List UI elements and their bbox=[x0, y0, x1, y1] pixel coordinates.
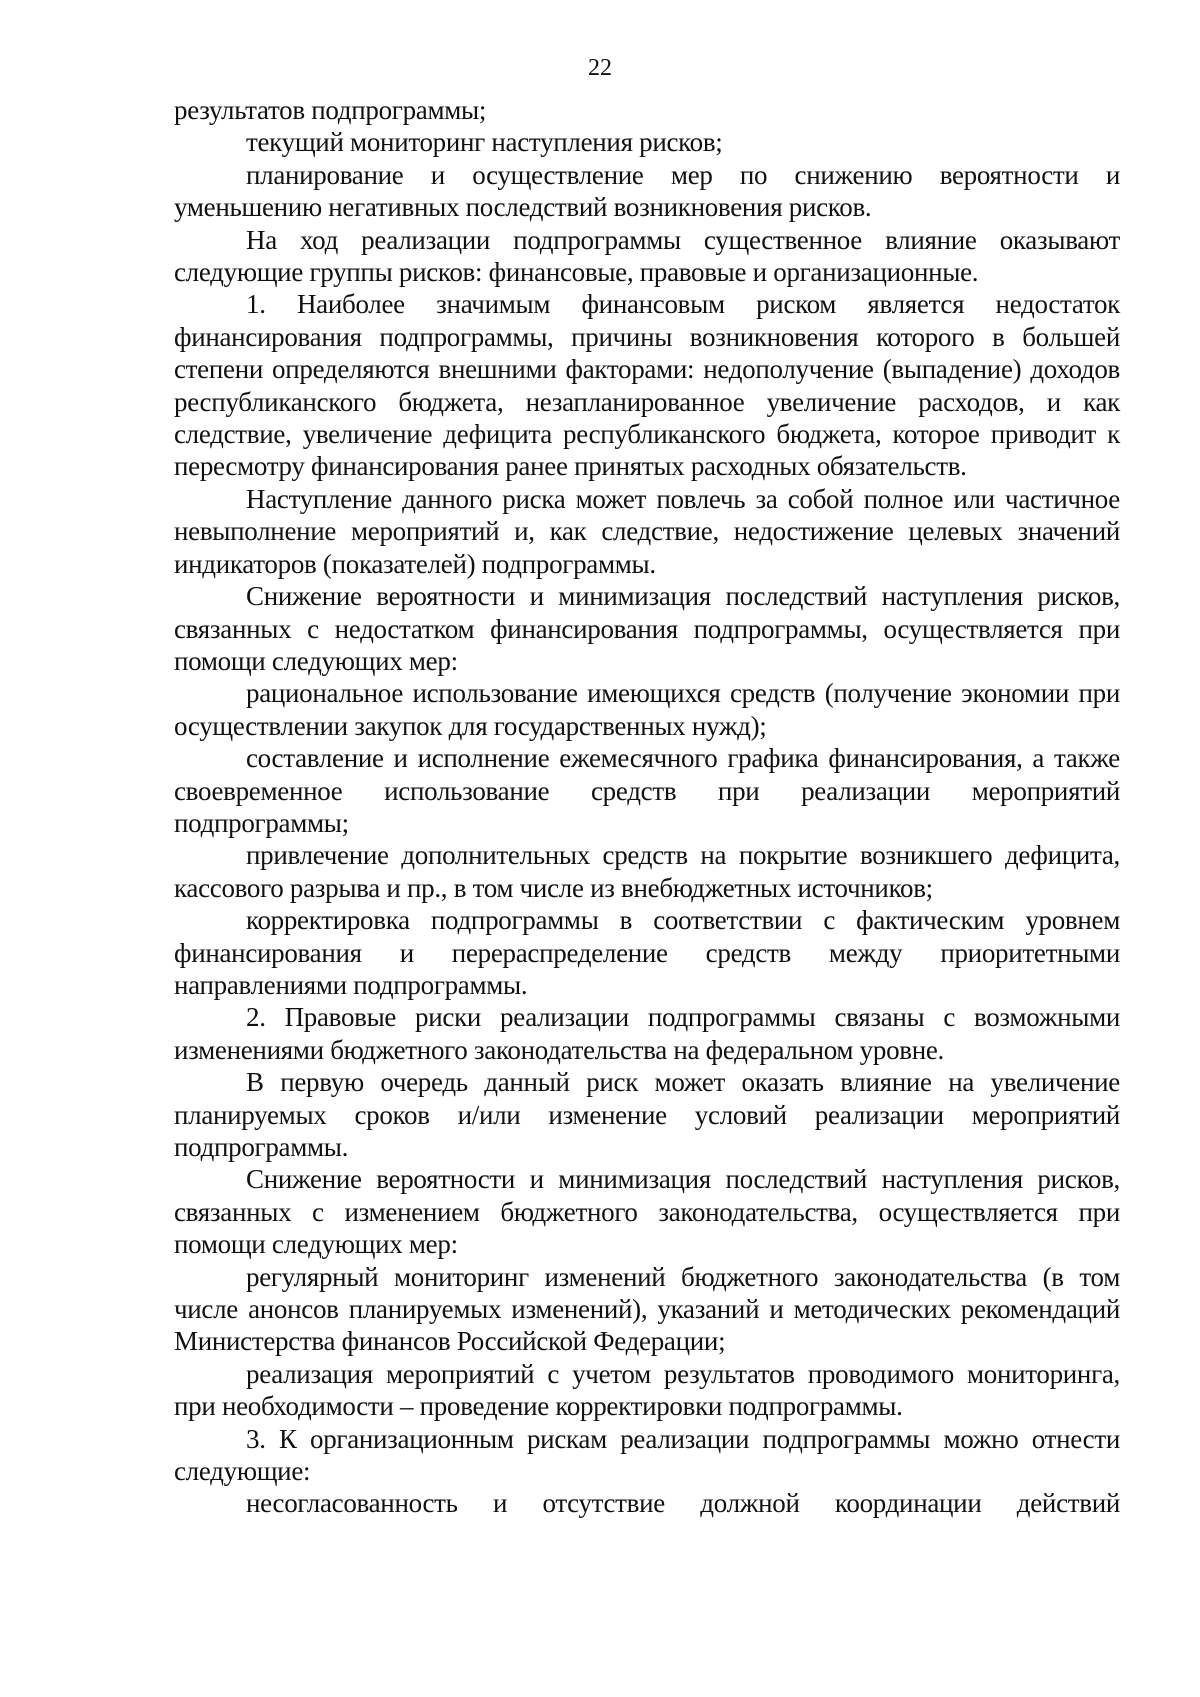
paragraph-organizational-risks: 3. К организационным рискам реализации подпрограммы можно отнести следующие: bbox=[174, 1423, 1120, 1487]
list-item: несогласованность и отсутствие должной координации действий bbox=[246, 1488, 1120, 1519]
page-number: 22 bbox=[588, 55, 612, 81]
list-item: реализация мероприятий с учетом результатов проводимого мониторинга, при необходимости – проведение корректировки подпрограммы. bbox=[174, 1358, 1120, 1422]
paragraph: В первую очередь данный риск может оказать влияние на увеличение планируемых сроков и/или изменение условий реализации мероприятий подпрограммы. bbox=[174, 1067, 1120, 1162]
paragraph-continuation: результатов подпрограммы; bbox=[174, 95, 487, 125]
list-item: корректировка подпрограммы в соответствии с фактическим уровнем финансирования и перераспределение средств между приоритетными направлениями подпрограммы. bbox=[174, 905, 1120, 1000]
paragraph: На ход реализации подпрограммы существенное влияние оказывают следующие группы рисков: финансовые, правовые и организационные. bbox=[174, 224, 1120, 288]
list-item: составление и исполнение ежемесячного графика финансирования, а также своевременное использование средств при реализации мероприятий подпрограммы; bbox=[174, 743, 1120, 838]
paragraph: текущий мониторинг наступления рисков; bbox=[246, 127, 723, 158]
paragraph: Снижение вероятности и минимизация последствий наступления рисков, связанных с изменением бюджетного законодательства, осуществляется при помощи следующих мер: bbox=[174, 1164, 1120, 1260]
paragraph-legal-risks: 2. Правовые риски реализации подпрограммы связаны с возможными изменениями бюджетного законодательства на федеральном уровне. bbox=[174, 1002, 1120, 1065]
paragraph: Снижение вероятности и минимизация последствий наступления рисков, связанных с недостатком финансирования подпрограммы, осуществляется при помощи следующих мер: bbox=[174, 581, 1120, 676]
list-item: привлечение дополнительных средств на покрытие возникшего дефицита, кассового разрыва и пр., в том числе из внебюджетных источников; bbox=[174, 840, 1120, 903]
document-body bbox=[174, 94, 1120, 1520]
list-item: рациональное использование имеющихся средств (получение экономии при осуществлении закупок для государственных нужд); bbox=[174, 678, 1120, 741]
paragraph-financial-risks: 1. Наиболее значимым финансовым риском является недостаток финансирования подпрограммы, причины возникновения которого в большей степени определяются внешними факторами: недополучение (выпадение) доходов республиканского бюджета, незапланированное увеличение расходов, и как следствие, увеличение дефицита республиканского бюджета, которое приводит к пересмотру финансирования ранее принятых расходных обязательств. bbox=[174, 289, 1120, 482]
paragraph: Наступление данного риска может повлечь за собой полное или частичное невыполнение мероприятий и, как следствие, недостижение целевых значений индикаторов (показателей) подпрограммы. bbox=[174, 483, 1120, 579]
paragraph: планирование и осуществление мер по снижению вероятности и уменьшению негативных последствий возникновения рисков. bbox=[174, 159, 1120, 223]
list-item: регулярный мониторинг изменений бюджетного законодательства (в том числе анонсов планируемых изменений), указаний и методических рекомендаций Министерства финансов Российской Федерации; bbox=[174, 1261, 1120, 1357]
